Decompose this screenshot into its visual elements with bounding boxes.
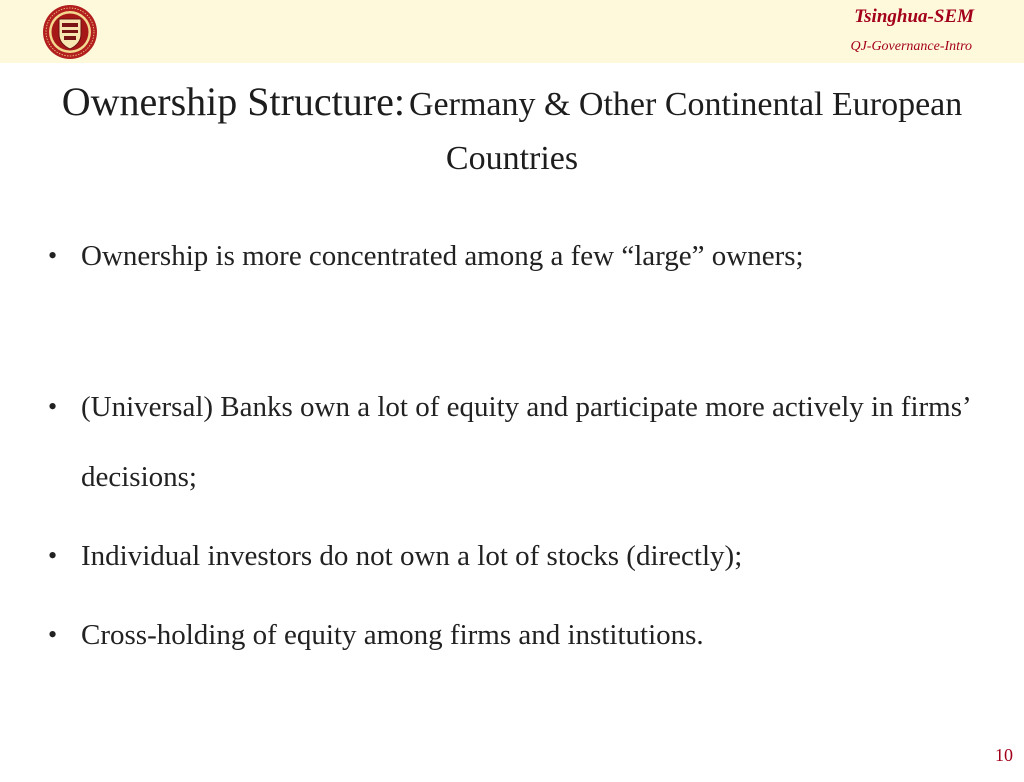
- bullet-item: [48, 600, 978, 670]
- slide-title-main: Ownership Structure:: [61, 79, 405, 124]
- bullet-text: Ownership is more concentrated among a few “large” owners;: [81, 240, 804, 272]
- bullet-text: Cross-holding of equity among firms and institutions.: [81, 619, 704, 651]
- bullet-text: Individual investors do not own a lot of stocks (directly);: [81, 540, 743, 572]
- course-label: QJ-Governance-Intro: [850, 39, 972, 54]
- bullet-item: [48, 221, 978, 291]
- slide-title-sub: Germany & Other Continental European Countries: [408, 86, 963, 177]
- brand-label: Tsinghua-SEM: [854, 6, 974, 27]
- page-number: 10: [995, 745, 1013, 765]
- bullet-icon: •: [48, 541, 58, 570]
- bullet-icon: •: [48, 392, 58, 421]
- bullet-item: [48, 372, 978, 512]
- bullet-text: (Universal) Banks own a lot of equity and participate more actively in firms’ decisions;: [81, 391, 970, 493]
- bullet-icon: •: [48, 620, 58, 649]
- bullet-item: [48, 521, 978, 591]
- bullet-icon: •: [48, 241, 58, 270]
